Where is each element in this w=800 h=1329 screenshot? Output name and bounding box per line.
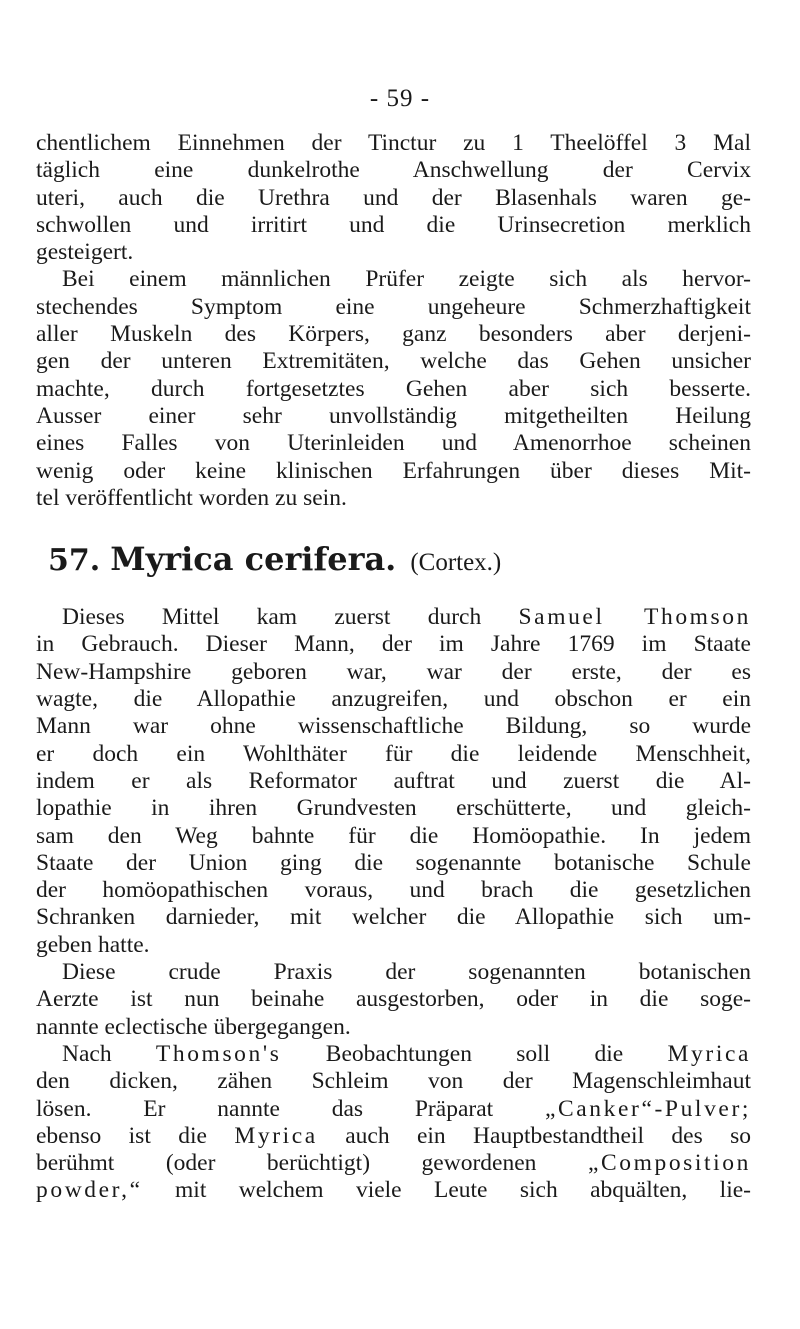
text-line: lopathie in ihren Grundvesten erschütterte, und gleich- [36, 795, 751, 822]
person-name: Thomson's [155, 1040, 282, 1067]
text-segment: Nach [62, 1040, 112, 1067]
page-body [36, 130, 751, 1205]
paragraph-continuation [36, 130, 751, 266]
text-segment: lösen. Er nannte das Präparat [36, 1095, 494, 1122]
text-segment: auch ein Hauptbestandtheil des so [345, 1122, 752, 1149]
text-line [36, 1096, 751, 1123]
section-heading [36, 540, 751, 578]
text-segment: mit welchem viele Leute sich abquälten, lie- [175, 1177, 751, 1204]
text-segment: Beobachtungen soll die [325, 1040, 624, 1067]
text-line: in Gebrauch. Dieser Mann, der im Jahre 1769 im Staate [36, 631, 751, 658]
text-line [36, 1041, 751, 1068]
text-line: tel veröffentlicht worden zu sein. [36, 484, 347, 511]
text-line: schwollen und irritirt und die Urinsecretion merklich [36, 211, 751, 238]
text-line: indem er als Reformator auftrat und zuerst die Al- [36, 767, 751, 794]
text-segment: ebenso ist die [36, 1122, 207, 1149]
plant-name: Myrica [667, 1040, 752, 1067]
text-line: Schranken darnieder, mit welcher die Allopathie sich um- [36, 904, 751, 931]
paragraph-male-prover [36, 266, 751, 512]
text-segment: Dieses Mittel kam zuerst durch [62, 604, 482, 631]
text-line [36, 1177, 751, 1204]
text-line: der homöopathischen voraus, und brach die gesetzlichen [36, 877, 751, 904]
text-line: New-Hampshire geboren war, war der erste, der es [36, 658, 751, 685]
page-number: - 59 - [369, 85, 431, 112]
text-line: gesteigert. [36, 239, 134, 266]
text-line: Mann war ohne wissenschaftliche Bildung, so wurde [36, 713, 751, 740]
text-line: Staate der Union ging die sogenannte botanische Schule [36, 849, 751, 876]
text-line: eines Falles von Uterinleiden und Amenorrhoe scheinen [36, 430, 751, 457]
paragraph-crude-praxis [36, 959, 751, 1041]
text-line [36, 1123, 751, 1150]
text-line: er doch ein Wohlthäter für die leidende Menschheit, [36, 740, 751, 767]
text-segment: berühmt (oder berüchtigt) gewordenen [36, 1150, 537, 1177]
text-line: wenig oder keine klinischen Erfahrungen über dieses Mit- [36, 457, 751, 484]
text-line: nannte eclectische übergegangen. [36, 1013, 351, 1040]
person-name: Samuel Thomson [518, 604, 752, 631]
text-line: Bei einem männlichen Prüfer zeigte sich als hervor- [62, 266, 751, 293]
text-line: geben hatte. [36, 931, 150, 958]
text-line: stechendes Symptom eine ungeheure Schmerzhaftigkeit [36, 293, 751, 320]
text-line: Aerzte ist nun beinahe ausgestorben, oder in die soge- [36, 986, 751, 1013]
text-line: Diese crude Praxis der sogenannten botanischen [62, 959, 751, 986]
preparation-name: „Canker“-Pulver; [544, 1095, 751, 1122]
text-line: Ausser einer sehr unvollständig mitgetheilten Heilung [36, 402, 751, 429]
text-line: uteri, auch die Urethra und der Blasenhals waren ge- [36, 184, 751, 211]
text-line [36, 604, 751, 631]
preparation-name: powder,“ [36, 1177, 143, 1204]
section-subtitle: (Cortex.) [410, 549, 502, 577]
paragraph-myrica [36, 1041, 751, 1205]
text-line: den dicken, zähen Schleim von der Magenschleimhaut [36, 1068, 751, 1095]
text-line: wagte, die Allopathie anzugreifen, und obschon er ein [36, 686, 751, 713]
text-line: sam den Weg bahnte für die Homöopathie. In jedem [36, 822, 751, 849]
section-title: Myrica cerifera. [110, 540, 397, 579]
plant-name: Myrica [234, 1122, 318, 1149]
paragraph-thomson [36, 604, 751, 959]
preparation-name: „Composition [587, 1150, 752, 1177]
text-line: gen der unteren Extremitäten, welche das Gehen unsicher [36, 348, 751, 375]
text-line: chentlichem Einnehmen der Tinctur zu 1 Theelöffel 3 Mal [36, 130, 751, 156]
text-line: täglich eine dunkelrothe Anschwellung der Cervix [36, 157, 751, 184]
text-line: aller Muskeln des Körpers, ganz besonders aber derjeni- [36, 321, 751, 348]
section-number: 57. [48, 543, 101, 579]
text-line [36, 1150, 751, 1177]
text-line: machte, durch fortgesetztes Gehen aber sich besserte. [36, 375, 751, 402]
